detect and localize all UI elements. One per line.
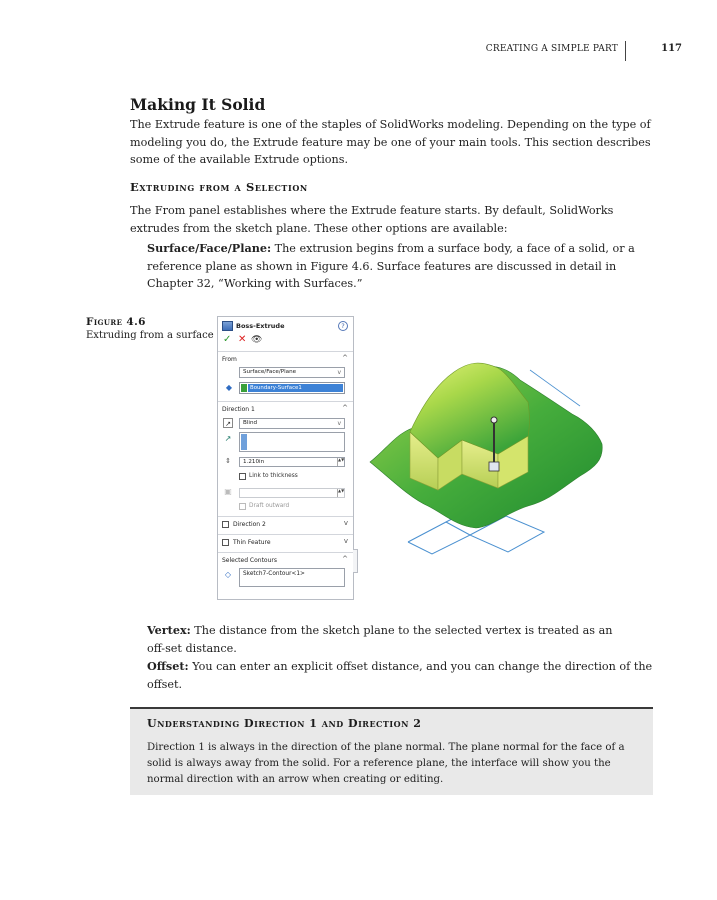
figure-label: Figure 4.6 [86, 316, 146, 328]
selected-contours-label: Selected Contours [222, 557, 277, 564]
panel-title-bar [218, 320, 353, 334]
chevron-down-icon: v [337, 420, 341, 427]
depth-input[interactable] [239, 457, 345, 467]
divider [218, 351, 353, 352]
direction2-label: Direction 2 [233, 521, 266, 528]
selected-surface[interactable]: Boundary-Surface1 [248, 384, 343, 392]
end-condition-dropdown[interactable] [239, 418, 345, 429]
extrude-feature-icon [222, 321, 233, 331]
chevron-up-icon[interactable]: ^ [342, 404, 348, 412]
contours-list[interactable] [239, 568, 345, 587]
draft-outward-label: Draft outward [249, 503, 290, 509]
selected-contours-section-header[interactable] [218, 557, 353, 566]
option-term: Vertex: [147, 623, 191, 637]
option-term: Offset: [147, 659, 189, 673]
arrow-handle [491, 417, 497, 423]
direction1-section-header[interactable] [218, 406, 353, 415]
contour-icon: ◇ [224, 570, 232, 579]
running-head-divider [625, 41, 626, 61]
running-head [400, 41, 690, 63]
boss-extrude-property-manager [217, 316, 354, 600]
running-title: CREATING A SIMPLE PART [485, 44, 618, 54]
option-term: Surface/Face/Plane: [147, 241, 272, 255]
chevron-up-icon[interactable]: ^ [342, 555, 348, 563]
depth-value: 1.210in [243, 459, 265, 465]
face-selection-icon: ◆ [225, 383, 233, 392]
color-swatch [241, 384, 247, 392]
from-dropdown-value: Surface/Face/Plane [243, 369, 297, 375]
divider [218, 534, 353, 535]
draft-angle-input[interactable] [239, 488, 345, 498]
chevron-down-icon: v [337, 369, 341, 376]
direction1-label: Direction 1 [222, 406, 255, 413]
arrow-base [489, 462, 499, 471]
chevron-down-icon[interactable]: v [343, 537, 348, 545]
chevron-up-icon[interactable]: ^ [342, 354, 348, 362]
help-icon[interactable]: ? [338, 321, 348, 331]
depth-icon: ⇕ [225, 457, 231, 465]
subsection-title: Extruding from a Selection [130, 180, 308, 194]
link-to-thickness-label: Link to thickness [249, 473, 298, 479]
option-surface-face-plane [147, 240, 657, 293]
end-condition-value: Blind [243, 420, 258, 426]
section-intro: The Extrude feature is one of the staples of SolidWorks modeling. Depending on the type of modeling you do, the Extrude feature may be one of your main tools. This section describes some of the available Extrude options. [130, 118, 651, 166]
divider [218, 401, 353, 402]
ok-button[interactable]: ✓ [223, 334, 232, 345]
draft-spinner[interactable]: ▲▼ [337, 489, 344, 497]
from-selection-box[interactable] [239, 382, 345, 394]
option-offset [147, 658, 667, 693]
chevron-down-icon[interactable]: v [343, 519, 348, 527]
direction2-section-header[interactable] [218, 521, 353, 531]
option-description: The extrusion begins from a surface body, a face of a solid, or a reference plane as shown in Figure 4.6. Surface features are discussed in detail in Chapter 32, “Working with Surfaces.” [147, 242, 635, 290]
figure-caption [86, 316, 216, 341]
from-dropdown[interactable] [239, 367, 345, 378]
preview-eye-icon[interactable]: 👁 [251, 335, 263, 345]
sidebar-title: Understanding Direction 1 and Direction 2 [147, 717, 422, 730]
extrude-preview-render [358, 330, 608, 560]
thin-feature-section-header[interactable] [218, 539, 353, 549]
sidebar-note [130, 707, 653, 795]
thin-feature-checkbox[interactable] [222, 539, 229, 546]
panel-actions [218, 335, 353, 347]
from-section-header[interactable] [218, 356, 353, 365]
sidebar-text: Direction 1 is always in the direction of the plane normal. The plane normal for the face of a solid is always away from the solid. For a reference plane, the interface will show you the normal direction with an arrow when creating or editing. [147, 742, 625, 785]
option-description: You can enter an explicit offset distance, and you can change the direction of the offset. [147, 660, 653, 691]
depth-spinner[interactable]: ▲▼ [337, 458, 344, 466]
page-number: 117 [661, 43, 682, 54]
panel-title: Boss-Extrude [236, 322, 285, 330]
contour-item[interactable]: Sketch7-Contour<1> [243, 571, 305, 577]
from-label: From [222, 356, 237, 363]
reverse-direction-icon[interactable]: ↗ [223, 418, 233, 428]
option-vertex [147, 622, 617, 657]
direction-arrow-icon: ↗ [224, 434, 232, 443]
direction-selection-box[interactable] [239, 432, 345, 452]
section-title: Making It Solid [130, 95, 266, 114]
draft-outward-checkbox[interactable] [239, 503, 246, 510]
figure-caption-text: Extruding from a surface [86, 330, 214, 341]
cancel-button[interactable]: ✕ [238, 334, 247, 345]
divider [218, 552, 353, 553]
link-to-thickness-checkbox[interactable] [239, 473, 246, 480]
direction2-checkbox[interactable] [222, 521, 229, 528]
subsection-intro: The From panel establishes where the Extrude feature starts. By default, SolidWorks extrudes from the sketch plane. These other options are available: [130, 204, 614, 235]
draft-icon: ▣ [224, 487, 232, 496]
option-description: The distance from the sketch plane to the selected vertex is treated as an off-set distance. [147, 624, 613, 655]
thin-feature-label: Thin Feature [233, 539, 271, 546]
selection-marker [241, 434, 247, 450]
divider [218, 516, 353, 517]
